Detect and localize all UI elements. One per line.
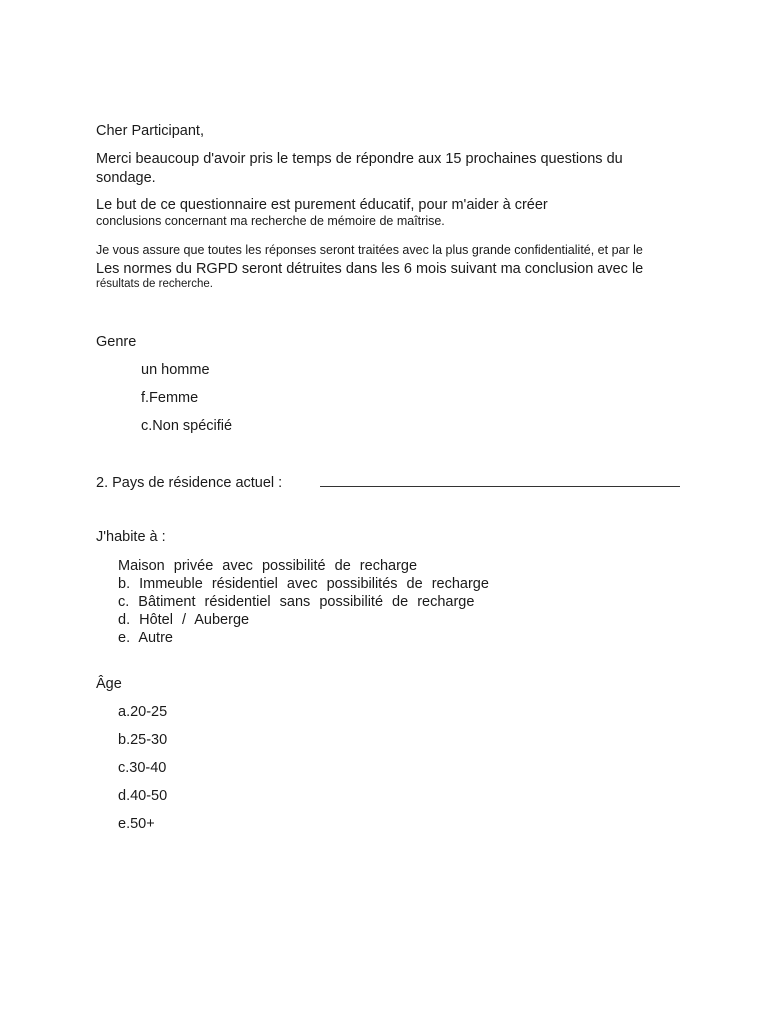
housing-option[interactable]: c. Bâtiment résidentiel sans possibilité de recharge: [118, 594, 475, 610]
age-question-label: Âge: [96, 676, 122, 692]
gender-question-label: Genre: [96, 334, 137, 350]
housing-option[interactable]: b. Immeuble résidentiel avec possibilités de recharge: [118, 576, 489, 592]
age-option[interactable]: c.30-40: [118, 760, 167, 776]
housing-question-label: J'habite à :: [96, 529, 166, 545]
confidentiality-line-2: Les normes du RGPD seront détruites dans les 6 mois suivant ma conclusion avec le: [96, 261, 644, 277]
thanks-line-2: sondage.: [96, 170, 156, 186]
gender-option[interactable]: c.Non spécifié: [141, 418, 233, 434]
country-answer-line[interactable]: [320, 486, 680, 487]
thanks-line-1: Merci beaucoup d'avoir pris le temps de répondre aux 15 prochaines questions du: [96, 151, 623, 167]
gender-option[interactable]: f.Femme: [141, 390, 199, 406]
country-question-label: 2. Pays de résidence actuel :: [96, 475, 283, 491]
purpose-line-1: Le but de ce questionnaire est purement éducatif, pour m'aider à créer: [96, 197, 548, 213]
housing-option[interactable]: d. Hôtel / Auberge: [118, 612, 250, 628]
confidentiality-line-1: Je vous assure que toutes les réponses seront traitées avec la plus grande confidentialité, et par le: [96, 243, 643, 257]
gender-option[interactable]: un homme: [141, 362, 210, 378]
confidentiality-line-3: résultats de recherche.: [96, 278, 213, 290]
purpose-line-2: conclusions concernant ma recherche de mémoire de maîtrise.: [96, 214, 445, 228]
greeting: Cher Participant,: [96, 123, 204, 139]
housing-option[interactable]: e. Autre: [118, 630, 173, 646]
housing-option[interactable]: Maison privée avec possibilité de recharge: [118, 558, 418, 574]
age-option[interactable]: d.40-50: [118, 788, 168, 804]
age-option[interactable]: b.25-30: [118, 732, 168, 748]
age-option[interactable]: e.50+: [118, 816, 155, 832]
age-option[interactable]: a.20-25: [118, 704, 168, 720]
